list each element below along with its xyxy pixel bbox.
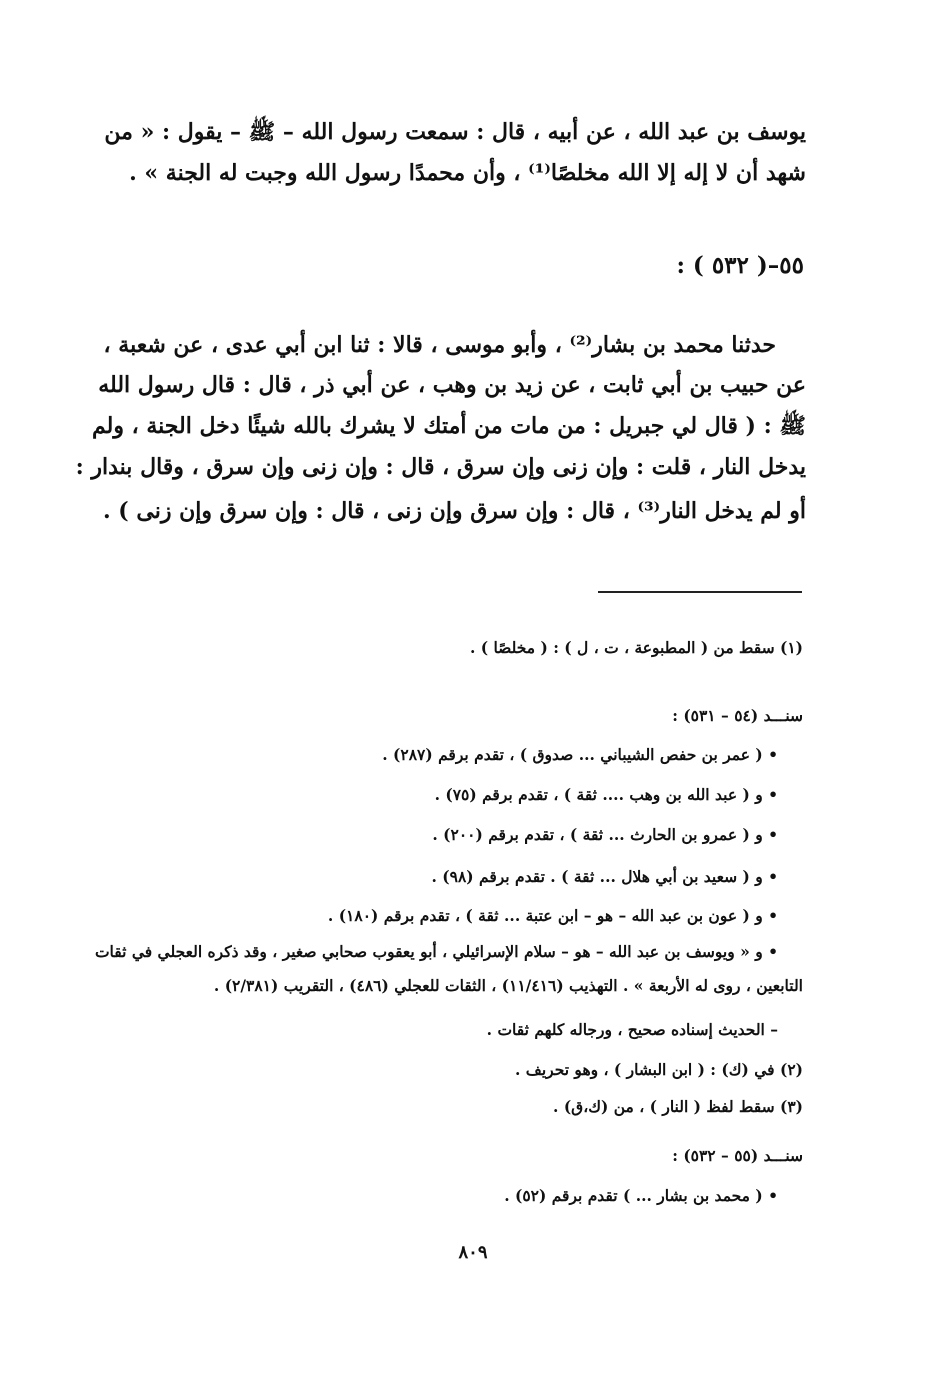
sanad1-conclusion: – الحديث إسناده صحيح ، ورجاله كلهم ثقات .: [486, 1020, 778, 1039]
top-paragraph-line-1: يوسف بن عبد الله ، عن أبيه ، قال : سمعت رسول الله – ﷺ – يقول : « من: [104, 119, 806, 145]
footnote-1: (١) سقط من ( المطبوعة ، ت ، ل ) : ( مخلصًا ) .: [469, 638, 803, 657]
footnote-divider: [598, 591, 802, 593]
hadith-heading: ٥٥–( ٥٣٢ ) :: [676, 252, 804, 279]
sanad1-item-3: • و ( عمرو بن الحارث ... ثقة ) ، تقدم برقم (٢٠٠) .: [432, 825, 778, 844]
hadith-line-4: يدخل النار ، قلت : وإن زنى وإن سرق ، قال : وإن زنى وإن سرق ، وقال بندار :: [75, 454, 806, 480]
sanad2-item-1: • ( محمد بن بشار ... ) تقدم برقم (٥٢) .: [504, 1186, 778, 1205]
sanad1-long-line-1: • و « ويوسف بن عبد الله – هو – سلام الإسرائيلي ، أبو يعقوب صحابي صغير ، وقد ذكره العجلي في ثقات: [94, 942, 778, 961]
top-paragraph-line-2: شهد أن لا إله إلا الله مخلصًا⁽¹⁾ ، وأن محمدًا رسول الله وجبت له الجنة » .: [129, 160, 806, 186]
hadith-line-5: أو لم يدخل النار⁽³⁾ ، قال : وإن سرق وإن زنى ، قال : وإن سرق وإن زنى ) .: [102, 498, 806, 524]
page-number: ٨٠٩: [458, 1242, 488, 1263]
sanad1-item-1: • ( عمر بن حفص الشيباني ... صدوق ) ، تقدم برقم (٢٨٧) .: [382, 745, 778, 764]
hadith-line-3: ﷺ : ( قال لي جبريل : من مات من أمتك لا يشرك بالله شيئًا دخل الجنة ، ولم: [91, 413, 806, 439]
sanad1-long-line-2: التابعين ، روى له الأربعة » . التهذيب (١١/٤١٦) ، الثقات للعجلي (٤٨٦) ، التقريب (٢/٣٨١) .: [213, 976, 803, 995]
footnote-3: (٣) سقط لفظ ( النار ) ، من (ك،ق) .: [553, 1097, 803, 1116]
sanad-heading-1: سنـــد (٥٤ – ٥٣١) :: [672, 706, 803, 725]
sanad1-item-2: • و ( عبد الله بن وهب .... ثقة ) ، تقدم برقم (٧٥) .: [434, 785, 778, 804]
sanad-heading-2: سنـــد (٥٥ – ٥٣٢) :: [672, 1146, 803, 1165]
hadith-line-2: عن حبيب بن أبي ثابت ، عن زيد بن وهب ، عن أبي ذر ، قال : قال رسول الله: [98, 372, 806, 398]
hadith-line-1: حدثنا محمد بن بشار⁽²⁾ ، وأبو موسى ، قالا : ثنا ابن أبي عدى ، عن شعبة ،: [103, 332, 776, 358]
footnote-2: (٢) في (ك) : ( ابن البشار ) ، وهو تحريف .: [515, 1060, 803, 1079]
sanad1-item-4: • و ( سعيد بن أبي هلال ... ثقة ) . تقدم برقم (٩٨) .: [431, 867, 778, 886]
sanad1-item-5: • و ( عون بن عبد الله – هو – ابن عتبة ... ثقة ) ، تقدم برقم (١٨٠) .: [327, 906, 778, 925]
